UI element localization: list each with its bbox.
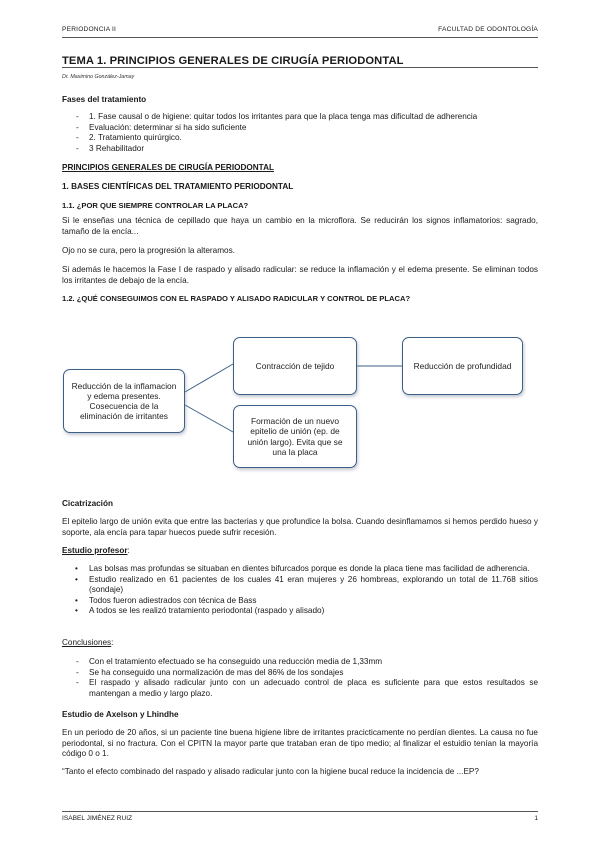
list-item: • Las bolsas mas profundas se situaban en dientes bifurcados porque es donde la placa tiene mas facilidad de adherencia. xyxy=(62,564,538,575)
principios-heading: PRINCIPIOS GENERALES DE CIRUGÍA PERIODONTAL xyxy=(62,163,274,172)
estudio-heading-text: Estudio profesor xyxy=(62,546,128,555)
q12-heading: 1.2. ¿QUÉ CONSEGUIMOS CON EL RASPADO Y ALISADO RADICULAR Y CONTROL DE PLACA? xyxy=(62,294,411,303)
list-item: - 3 Rehabilitador xyxy=(62,144,538,155)
cicatrizacion-text: El epitelio largo de unión evita que entre las bacterias y que profundice la bolsa. Cuando desinflamamos si hemos perdido hueso y soporte, ala encía para tapar huecos puede sufrir recesión. xyxy=(62,517,538,537)
list-item: - El raspado y alisado radicular junto con un adecuado control de placa es suficiente para que estos resultados se mantengan a medio y largo plazo. xyxy=(62,678,538,699)
estudio-list xyxy=(62,564,538,617)
q11-paragraph-1: Si le enseñas una técnica de cepillado que haya un cambio en la microflora. Se reducirán los signos inflamatorios: sagrado, tamaño de la encía... xyxy=(62,216,538,236)
page-title: TEMA 1. PRINCIPIOS GENERALES DE CIRUGÍA PERIODONTAL xyxy=(62,55,404,67)
conclusiones-heading-text: Conclusiones xyxy=(62,638,112,647)
q11-paragraph-3: Si además le hacemos la Fase I de raspado y alisado radicular: se reduce la inflamación y el edema presente. Se eliminan todos los irritantes de debajo de la encía. xyxy=(62,265,538,285)
footer-rule xyxy=(62,811,538,812)
diagram-box-depth-reduction: Reducción de profundidad xyxy=(402,337,523,395)
header-course: PERIODONCIA II xyxy=(62,26,117,33)
connector-line xyxy=(185,364,233,392)
list-item: - 1. Fase causal o de higiene: quitar todos los irritantes para que la placa tenga mas dificultad de adherencia xyxy=(62,112,538,123)
diagram-box-new-epithelium: Formación de un nuevo epitelio de unión (ep. de unión largo). Evita que se una la placa xyxy=(233,405,357,468)
connector-line xyxy=(185,405,233,432)
list-item: • Estudio realizado en 61 pacientes de los cuales 41 eran mujeres y 26 hombreas, explorando un total de 11.768 sitios (sondaje) xyxy=(62,575,538,596)
header-faculty: FACULTAD DE ODONTOLOGÍA xyxy=(438,26,538,33)
conclusiones-heading-colon: : xyxy=(111,638,114,647)
list-item: - Se ha conseguido una normalización de mas del 86% de los sondajes xyxy=(62,668,538,679)
q11-paragraph-2: Ojo no se cura, pero la progresión la alteramos. xyxy=(62,246,235,255)
list-item: - 2. Tratamiento quirúrgico. xyxy=(62,133,538,144)
axelson-heading: Estudio de Axelson y Lhindhe xyxy=(62,710,179,719)
list-item: - Con el tratamiento efectuado se ha conseguido una reducción media de 1,33mm xyxy=(62,657,538,668)
estudio-heading xyxy=(62,546,538,557)
page-number: 1 xyxy=(534,815,538,822)
estudio-heading-colon: : xyxy=(127,546,130,555)
conclusiones-heading xyxy=(62,638,538,649)
author: Dr. Maximino González-Jamay xyxy=(62,74,135,80)
list-item: • Todos fueron adiestrados con técnica de Bass xyxy=(62,596,538,607)
list-item: • A todos se les realizó tratamiento periodontal (raspado y alisado) xyxy=(62,606,538,617)
list-item: - Evaluación: determinar si ha sido suficiente xyxy=(62,123,538,134)
conclusiones-list xyxy=(62,657,538,699)
axelson-paragraph-1: En un periodo de 20 años, si un paciente tine buena higiene libre de irritantes pracicticamente no perdían dientes. La causa no fue periodontal, si no fractura. Con el CPITN la mayor parte que trataban eran de tipo medio; al finalizar el estuidio tenían la mayoría código 0 o 1. xyxy=(62,728,538,759)
cicatrizacion-heading: Cicatrización xyxy=(62,499,113,508)
fases-heading: Fases del tratamiento xyxy=(62,95,147,104)
footer-author: ISABEL JIMÉNEZ RUIZ xyxy=(62,815,133,822)
bases-heading: 1. BASES CIENTÍFICAS DEL TRATAMIENTO PERIODONTAL xyxy=(62,182,294,191)
diagram-box-inflammation: Reducción de la inflamacion y edema presentes. Cosecuencia de la eliminación de irritantes xyxy=(63,369,185,433)
diagram-box-tissue-contraction: Contracción de tejido xyxy=(233,337,357,395)
axelson-paragraph-2: “Tanto el efecto combinado del raspado y alisado radicular junto con la higiene bucal reduce la incidencia de ...EP? xyxy=(62,767,479,776)
q11-heading: 1.1. ¿POR QUE SIEMPRE CONTROLAR LA PLACA? xyxy=(62,201,249,210)
